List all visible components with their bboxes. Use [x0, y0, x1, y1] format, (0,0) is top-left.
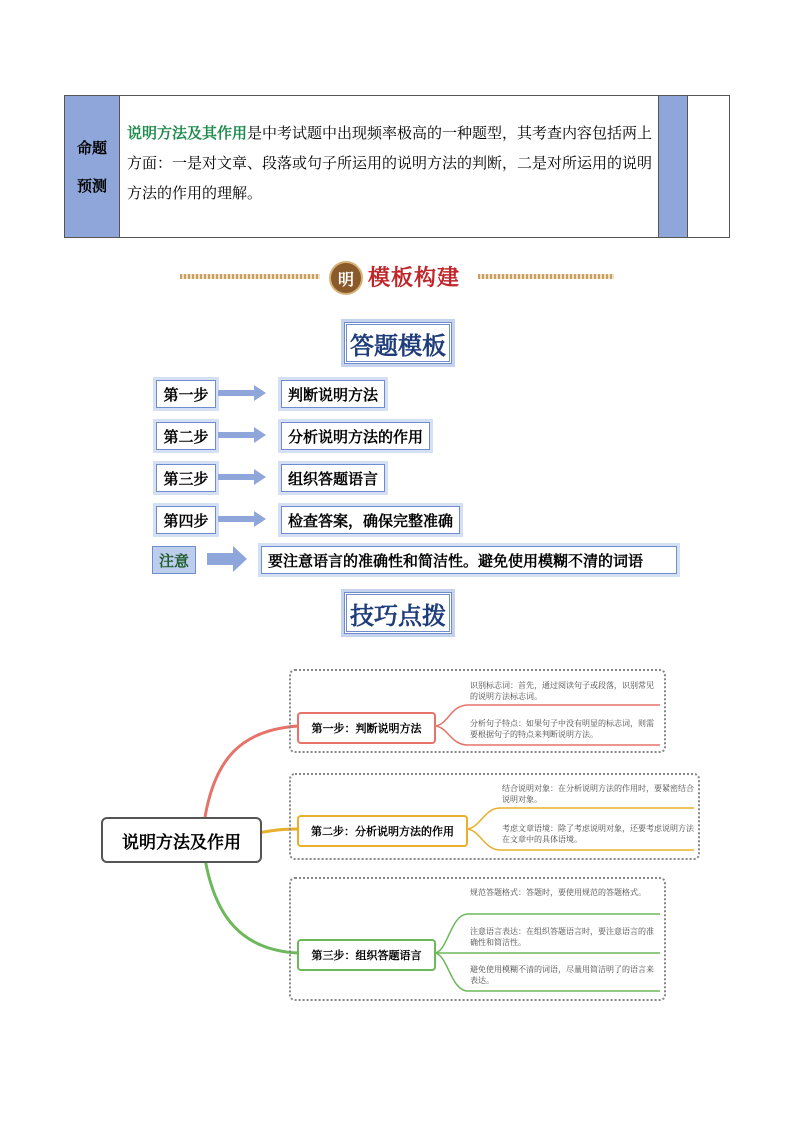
step-2-text: 分析说明方法的作用: [281, 422, 430, 450]
section-badge: 明: [329, 261, 363, 295]
mindmap-branch-1: 第一步：判断说明方法: [297, 712, 436, 744]
mindmap-leaf-3-2: 注意语言表达：在组织答题语言时，要注意语言的准确性和简洁性。: [470, 927, 654, 947]
mindmap-leaf-3-3: 避免使用模糊不清的词语，尽量用简洁明了的语言来表达。: [470, 965, 654, 985]
mindmap-leaf-1-1: 识别标志词：首先，通过阅读句子或段落，识别常见的说明方法标志词。: [470, 681, 654, 701]
prediction-body: 是中考试题中出现频率极高的一种题型，其考查内容包括两上方面：一是对文章、段落或句子所运用的说明方法的判断，二是对所运用的说明方法的作用的理解。: [127, 124, 653, 202]
prediction-label-line2: 预测: [76, 176, 107, 195]
note-label: 注意: [152, 546, 196, 574]
tips-title: 技巧点拨: [344, 592, 452, 634]
section-title: 模板构建: [368, 265, 461, 291]
mindmap-leaf-1-2: 分析句子特点：如果句子中没有明显的标志词，则需要根据句子的特点来判断说明方法。: [470, 719, 654, 739]
step-1-text: 判断说明方法: [281, 380, 385, 408]
mindmap-root: 说明方法及作用: [101, 817, 262, 863]
step-2-label: 第二步: [156, 422, 216, 450]
step-3-text: 组织答题语言: [281, 464, 385, 492]
mindmap-leaf-2-1: 结合说明对象：在分析说明方法的作用时，要紧密结合说明对象。: [502, 784, 694, 804]
prediction-label-line1: 命题: [76, 138, 107, 157]
mindmap-leaf-3-1: 规范答题格式：答题时，要使用规范的答题格式。: [470, 888, 646, 897]
step-4-text: 检查答案，确保完整准确: [281, 506, 460, 534]
mindmap-branch-3: 第三步：组织答题语言: [297, 939, 436, 971]
step-1-label: 第一步: [156, 380, 216, 408]
step-4-label: 第四步: [156, 506, 216, 534]
mindmap-branch-2: 第二步：分析说明方法的作用: [297, 815, 468, 847]
prediction-highlight: 说明方法及其作用: [127, 124, 248, 142]
mindmap-leaf-2-2: 考虑文章语境：除了考虑说明对象，还要考虑说明方法在文章中的具体语境。: [502, 824, 694, 844]
step-3-label: 第三步: [156, 464, 216, 492]
note-text: 要注意语言的准确性和简洁性。避免使用模糊不清的词语: [261, 546, 677, 574]
template-title: 答题模板: [344, 322, 452, 364]
